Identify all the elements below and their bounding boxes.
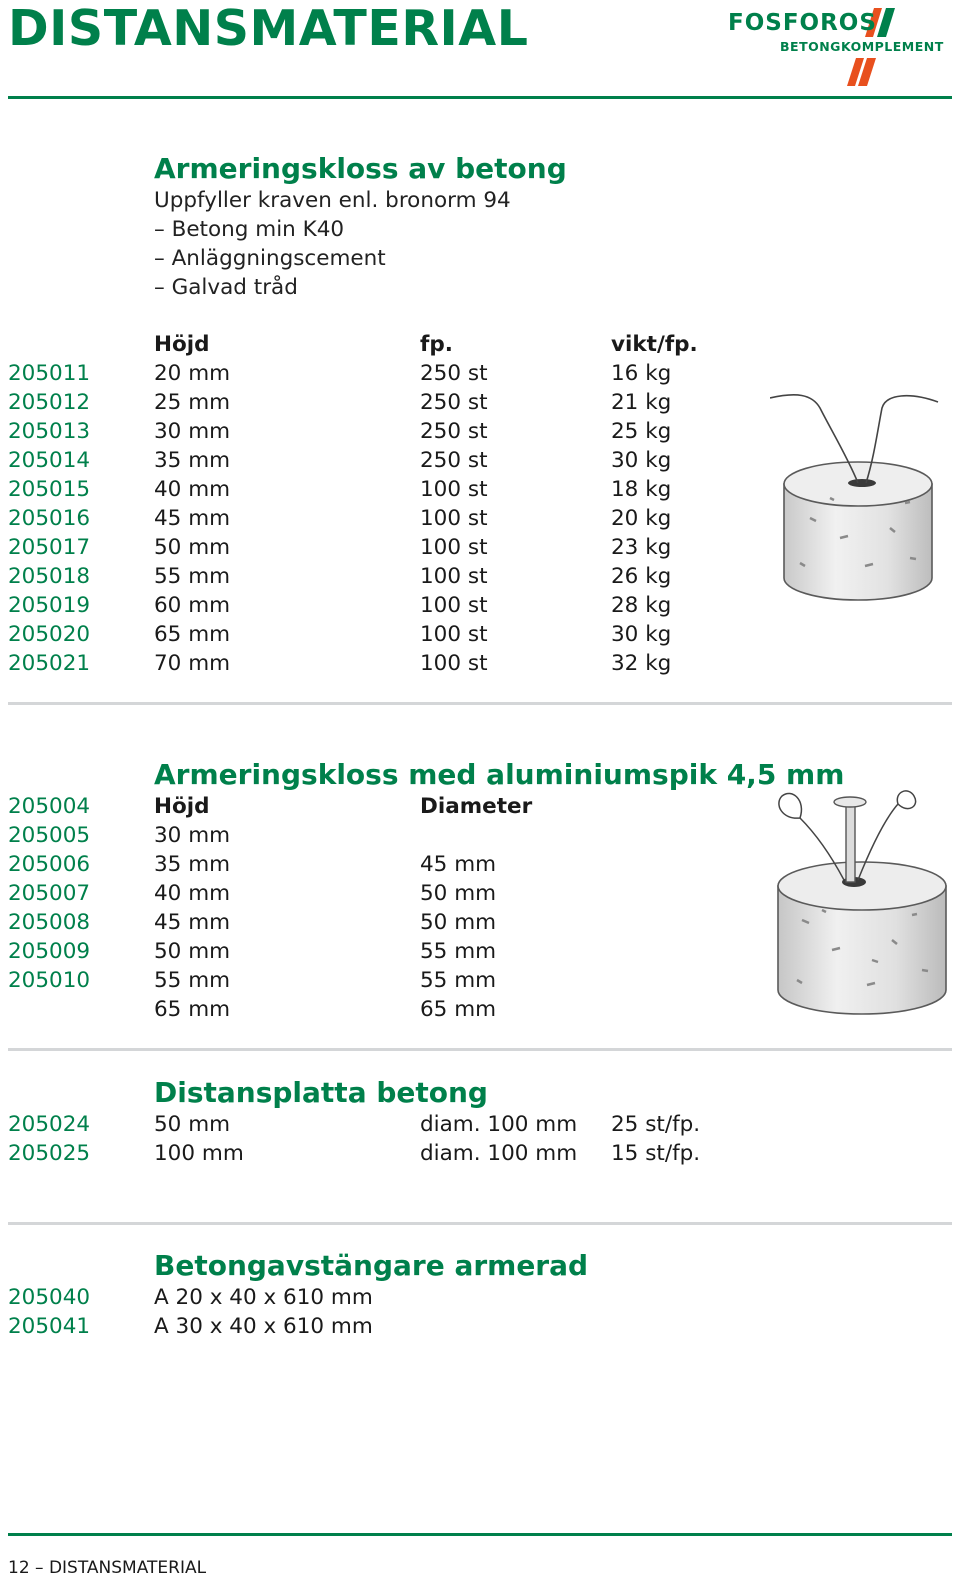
- column-header-vikt: vikt/fp.: [611, 332, 698, 357]
- diameter-value: diam. 100 mm: [420, 1141, 578, 1166]
- height-value: 35 mm: [154, 448, 231, 473]
- pack-value: 250 st: [420, 419, 488, 444]
- logo-name: FOSFOROS: [728, 10, 877, 36]
- pack-value: 15 st/fp.: [611, 1141, 701, 1166]
- section-divider: [8, 1048, 952, 1051]
- article-code: 205007: [8, 881, 91, 906]
- fosforos-logo: [728, 6, 954, 88]
- height-value: 25 mm: [154, 390, 231, 415]
- diameter-value: 55 mm: [420, 939, 497, 964]
- height-value: 60 mm: [154, 593, 231, 618]
- pack-value: 100 st: [420, 651, 488, 676]
- weight-value: 30 kg: [611, 448, 672, 473]
- diameter-value: diam. 100 mm: [420, 1112, 578, 1137]
- article-code: 205019: [8, 593, 91, 618]
- section-divider: [8, 702, 952, 705]
- weight-value: 18 kg: [611, 477, 672, 502]
- article-code: 205009: [8, 939, 91, 964]
- height-value: 65 mm: [154, 997, 231, 1022]
- height-value: 30 mm: [154, 823, 231, 848]
- pack-value: 250 st: [420, 448, 488, 473]
- table-row: [0, 622, 960, 651]
- section1-desc-line: Uppfyller kraven enl. bronorm 94: [154, 188, 511, 213]
- pack-value: 100 st: [420, 622, 488, 647]
- height-value: 70 mm: [154, 651, 231, 676]
- diameter-value: 50 mm: [420, 910, 497, 935]
- table-row: [0, 1112, 960, 1141]
- height-value: 50 mm: [154, 1112, 231, 1137]
- column-header-diameter: Diameter: [420, 794, 533, 819]
- article-code: 205005: [8, 823, 91, 848]
- table-row: [0, 651, 960, 680]
- weight-value: 25 kg: [611, 419, 672, 444]
- height-value: 40 mm: [154, 881, 231, 906]
- section-title-armeringskloss: Armeringskloss av betong: [154, 152, 567, 185]
- section-divider: [8, 1222, 952, 1225]
- pack-value: 100 st: [420, 593, 488, 618]
- height-value: 30 mm: [154, 419, 231, 444]
- height-value: 45 mm: [154, 506, 231, 531]
- article-code: 205014: [8, 448, 91, 473]
- weight-value: 16 kg: [611, 361, 672, 386]
- table-row: [0, 1141, 960, 1170]
- pack-value: 100 st: [420, 564, 488, 589]
- article-code: 205020: [8, 622, 91, 647]
- height-value: 40 mm: [154, 477, 231, 502]
- section-title-distansplatta: Distansplatta betong: [154, 1076, 488, 1109]
- size-value: A 30 x 40 x 610 mm: [154, 1314, 373, 1339]
- weight-value: 20 kg: [611, 506, 672, 531]
- pack-value: 25 st/fp.: [611, 1112, 701, 1137]
- concrete-spacer-illustration: [770, 388, 954, 610]
- column-header-hojd: Höjd: [154, 794, 210, 819]
- article-code: 205018: [8, 564, 91, 589]
- pack-value: 100 st: [420, 477, 488, 502]
- pack-value: 250 st: [420, 361, 488, 386]
- article-code: 205016: [8, 506, 91, 531]
- column-header-fp: fp.: [420, 332, 453, 357]
- article-code: 205010: [8, 968, 91, 993]
- article-code: 205021: [8, 651, 91, 676]
- page-title: DISTANSMATERIAL: [8, 0, 529, 57]
- footer-divider: [8, 1533, 952, 1536]
- section-title-aluminiumspik: Armeringskloss med aluminiumspik 4,5 mm: [154, 758, 845, 791]
- table-row: [0, 1285, 960, 1314]
- article-code: 205040: [8, 1285, 91, 1310]
- height-value: 20 mm: [154, 361, 231, 386]
- article-code: 205008: [8, 910, 91, 935]
- table-row: [0, 361, 960, 390]
- diameter-value: 65 mm: [420, 997, 497, 1022]
- pack-value: 100 st: [420, 506, 488, 531]
- page-footer: 12 – DISTANSMATERIAL: [8, 1558, 207, 1578]
- weight-value: 28 kg: [611, 593, 672, 618]
- section1-desc-line: – Betong min K40: [154, 217, 345, 242]
- diameter-value: 55 mm: [420, 968, 497, 993]
- article-code: 205011: [8, 361, 91, 386]
- section1-desc-line: – Anläggningscement: [154, 246, 386, 271]
- size-value: A 20 x 40 x 610 mm: [154, 1285, 373, 1310]
- article-code: 205024: [8, 1112, 91, 1137]
- height-value: 35 mm: [154, 852, 231, 877]
- article-code: 205006: [8, 852, 91, 877]
- pack-value: 100 st: [420, 535, 488, 560]
- height-value: 50 mm: [154, 939, 231, 964]
- diameter-value: 45 mm: [420, 852, 497, 877]
- diameter-value: 50 mm: [420, 881, 497, 906]
- article-code: 205015: [8, 477, 91, 502]
- section1-table-header: [0, 332, 960, 361]
- weight-value: 23 kg: [611, 535, 672, 560]
- height-value: 55 mm: [154, 968, 231, 993]
- article-code: 205004: [8, 794, 91, 819]
- article-code: 205041: [8, 1314, 91, 1339]
- concrete-spacer-with-nail-illustration: [772, 790, 954, 1020]
- height-value: 65 mm: [154, 622, 231, 647]
- height-value: 45 mm: [154, 910, 231, 935]
- article-code: 205013: [8, 419, 91, 444]
- article-code: 205025: [8, 1141, 91, 1166]
- column-header-hojd: Höjd: [154, 332, 210, 357]
- height-value: 55 mm: [154, 564, 231, 589]
- article-code: 205012: [8, 390, 91, 415]
- pack-value: 250 st: [420, 390, 488, 415]
- header-divider: [8, 96, 952, 99]
- section-title-betongavstangare: Betongavstängare armerad: [154, 1249, 589, 1282]
- weight-value: 32 kg: [611, 651, 672, 676]
- height-value: 50 mm: [154, 535, 231, 560]
- article-code: 205017: [8, 535, 91, 560]
- logo-subtitle: BETONGKOMPLEMENT: [780, 39, 944, 54]
- section1-desc-line: – Galvad tråd: [154, 275, 298, 300]
- weight-value: 26 kg: [611, 564, 672, 589]
- height-value: 100 mm: [154, 1141, 244, 1166]
- table-row: [0, 1314, 960, 1343]
- weight-value: 30 kg: [611, 622, 672, 647]
- weight-value: 21 kg: [611, 390, 672, 415]
